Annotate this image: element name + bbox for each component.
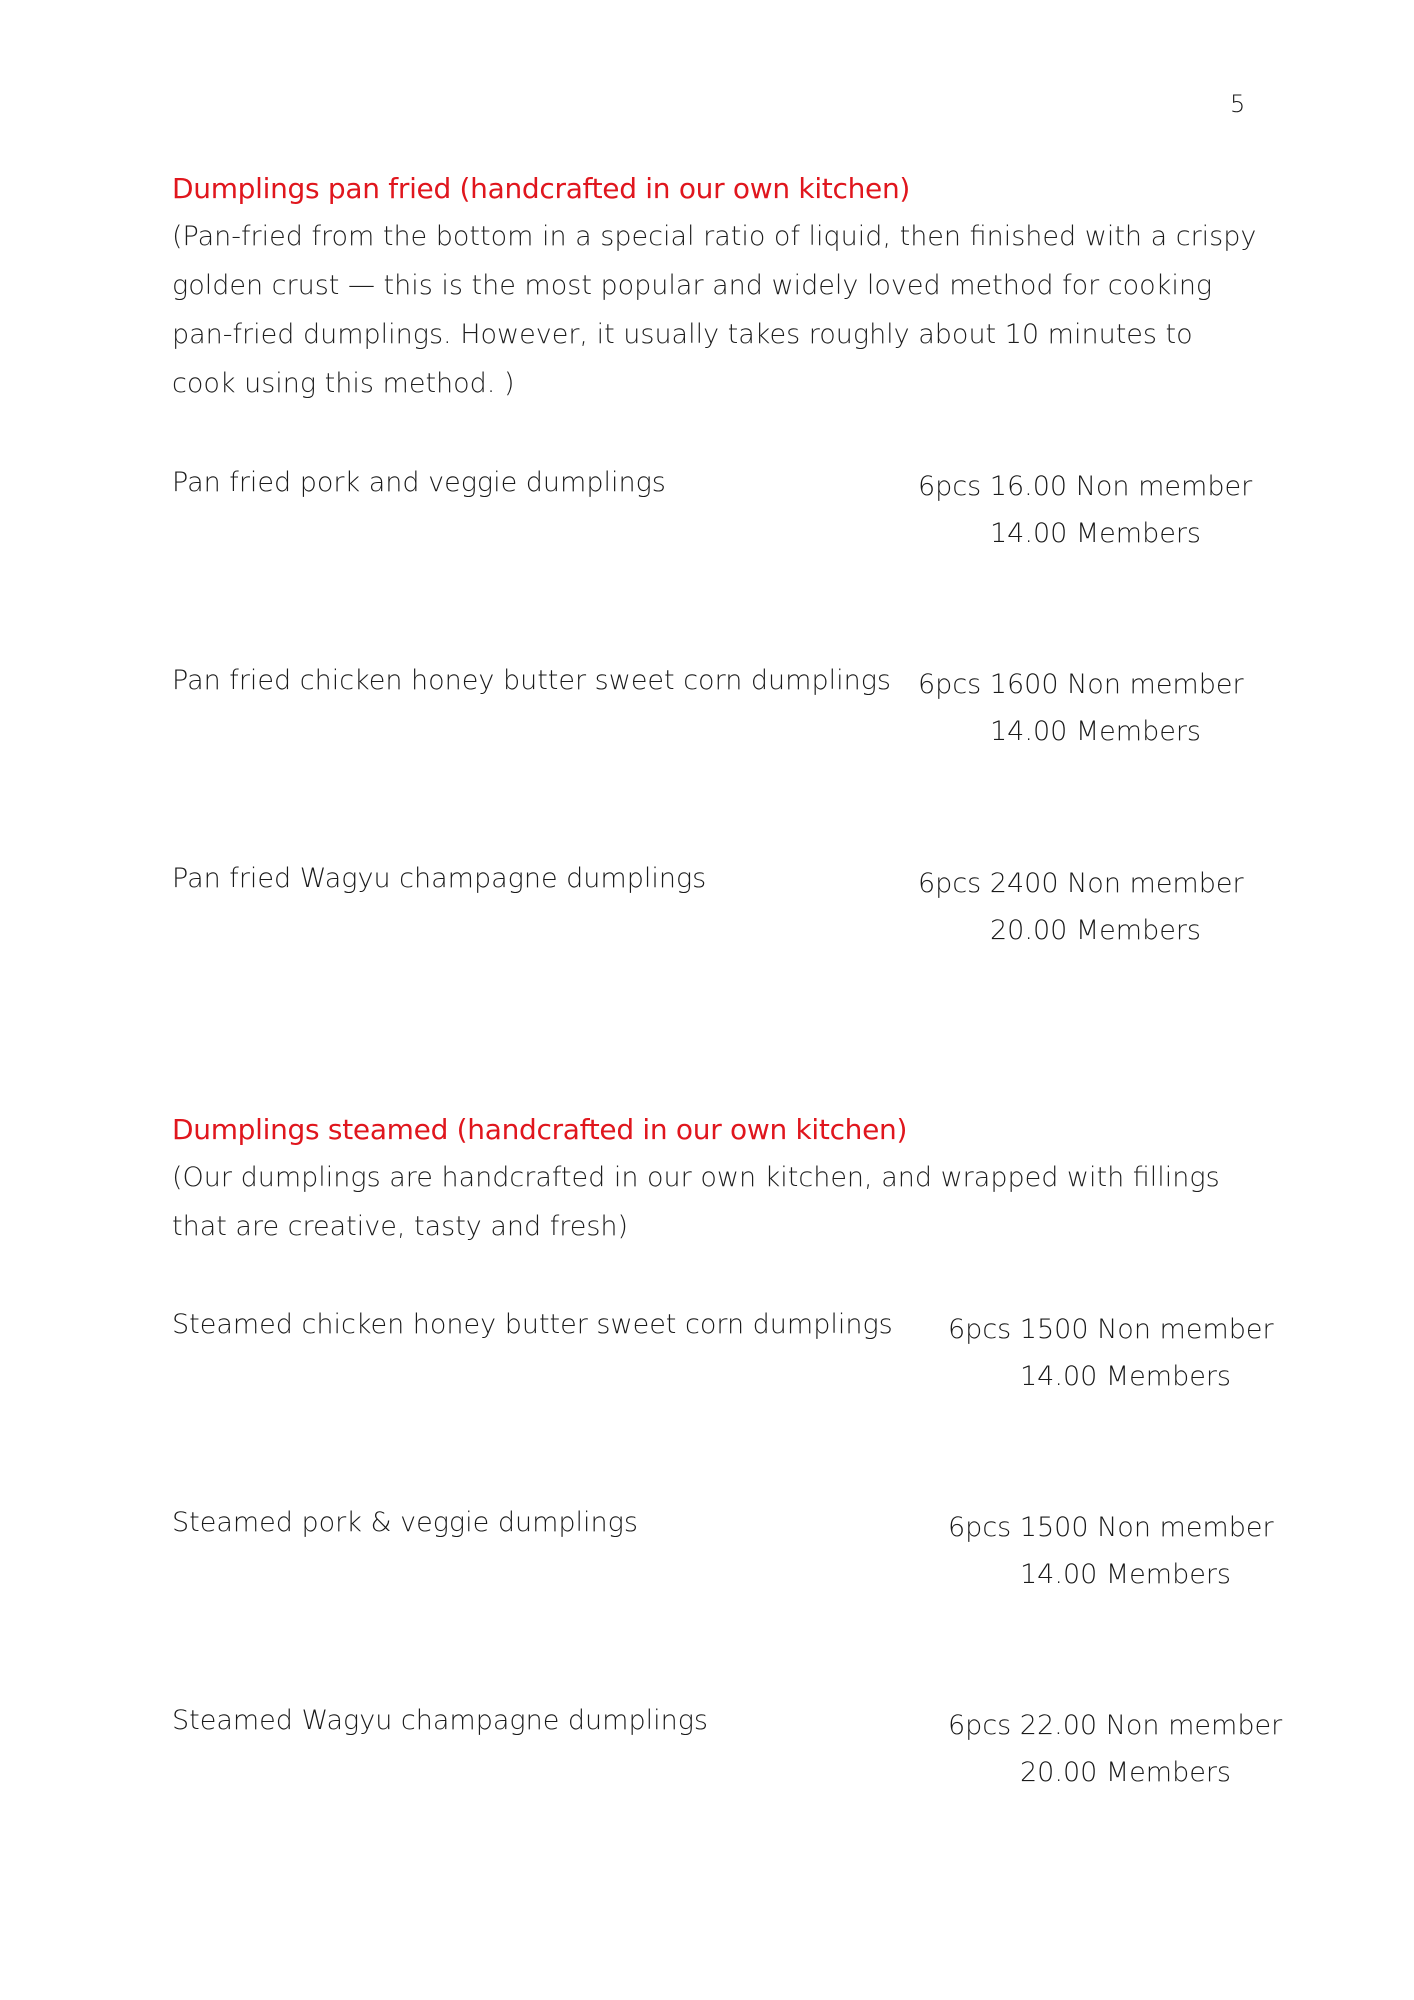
item-name: Pan fried chicken honey butter sweet corn dumplings	[172, 665, 891, 696]
item-name: Steamed Wagyu champagne dumplings	[172, 1705, 708, 1736]
non-member-price: 6pcs 1500 Non member	[948, 1314, 1274, 1345]
non-member-price: 6pcs 1500 Non member	[948, 1512, 1274, 1543]
price-block	[948, 1702, 1282, 1796]
member-price: 20.00 Members	[1020, 1757, 1232, 1788]
non-member-price: 6pcs 22.00 Non member	[948, 1710, 1283, 1741]
price-block	[918, 860, 1244, 954]
price-block	[918, 661, 1244, 755]
section-description: (Pan-fried from the bottom in a special ratio of liquid, then finished with a crispy golden crust — this is the most popular and widely loved method for cooking pan-fried dumplings. However, it usually takes roughly about 10 minutes to cook using this method. )	[172, 221, 1257, 399]
member-price: 14.00 Members	[1020, 1361, 1232, 1392]
non-member-price: 6pcs 16.00 Non member	[918, 471, 1253, 502]
price-block	[948, 1306, 1274, 1400]
item-name: Steamed chicken honey butter sweet corn dumplings	[172, 1309, 893, 1340]
non-member-price: 6pcs 2400 Non member	[918, 868, 1244, 899]
member-price: 14.00 Members	[990, 716, 1202, 747]
page-number: 5	[1230, 90, 1246, 118]
item-name: Steamed pork & veggie dumplings	[172, 1507, 638, 1538]
item-name: Pan fried Wagyu champagne dumplings	[172, 863, 707, 894]
member-price: 14.00 Members	[1020, 1559, 1232, 1590]
section-title: Dumplings pan fried (handcrafted in our own kitchen)	[172, 172, 911, 205]
section-title: Dumplings steamed (handcrafted in our own kitchen)	[172, 1113, 908, 1146]
price-block	[918, 463, 1252, 557]
price-block	[948, 1504, 1274, 1598]
non-member-price: 6pcs 1600 Non member	[918, 669, 1244, 700]
item-name: Pan fried pork and veggie dumplings	[172, 467, 666, 498]
member-price: 14.00 Members	[990, 518, 1202, 549]
member-price: 20.00 Members	[990, 915, 1202, 946]
section-description: (Our dumplings are handcrafted in our own kitchen, and wrapped with fillings that are creative, tasty and fresh)	[172, 1162, 1220, 1242]
